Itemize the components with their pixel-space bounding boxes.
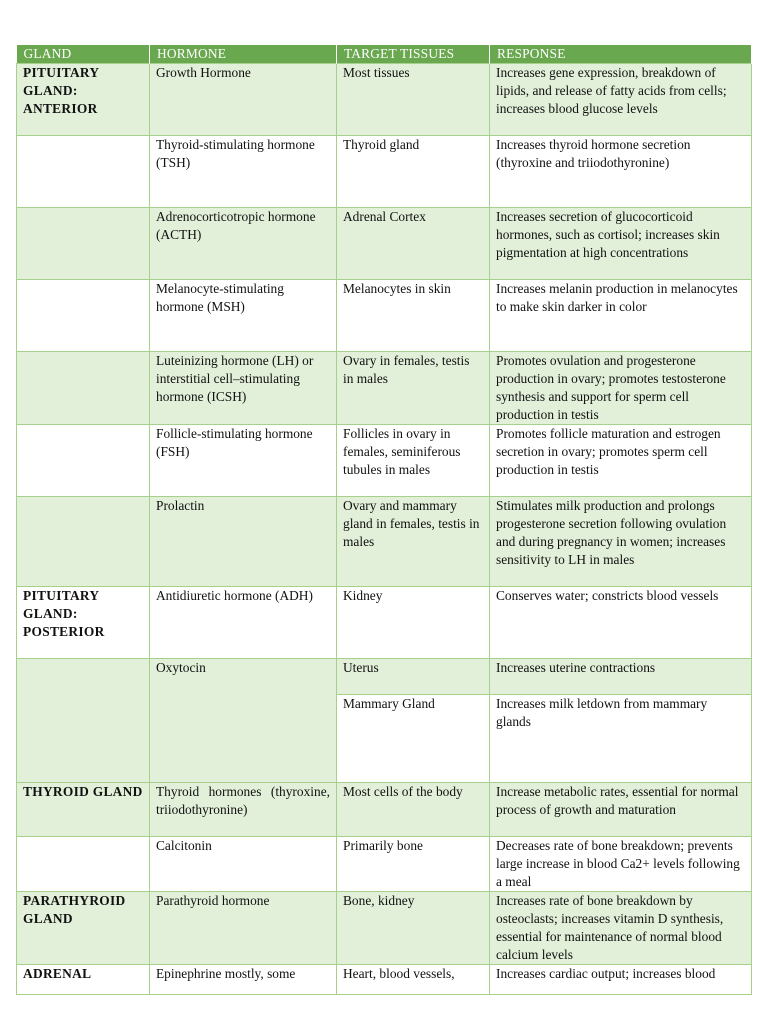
hormone-cell: Follicle-stimulating hormone (FSH) bbox=[150, 425, 337, 497]
table-row bbox=[17, 659, 752, 695]
table-row bbox=[17, 64, 752, 136]
response-cell: Increases thyroid hormone secretion (thyroxine and triiodothyronine) bbox=[490, 136, 752, 208]
response-cell: Promotes ovulation and progesterone production in ovary; promotes testosterone synthesis and support for sperm cell production in testis bbox=[490, 352, 752, 425]
response-cell: Increase metabolic rates, essential for normal process of growth and maturation bbox=[490, 783, 752, 837]
hormone-cell: Oxytocin bbox=[150, 659, 337, 783]
hormone-cell: Melanocyte-stimulating hormone (MSH) bbox=[150, 280, 337, 352]
table-row bbox=[17, 208, 752, 280]
header-gland: GLAND bbox=[17, 45, 150, 64]
header-target-tissues: TARGET TISSUES bbox=[337, 45, 490, 64]
gland-cell: PITUITARY GLAND: POSTERIOR bbox=[17, 587, 150, 659]
endocrine-hormone-table bbox=[16, 45, 752, 995]
hormone-cell: Adrenocorticotropic hormone (ACTH) bbox=[150, 208, 337, 280]
gland-cell bbox=[17, 352, 150, 425]
response-cell: Increases rate of bone breakdown by osteoclasts; increases vitamin D synthesis, essential for maintenance of normal blood calcium levels bbox=[490, 892, 752, 965]
hormone-cell: Parathyroid hormone bbox=[150, 892, 337, 965]
header-response: RESPONSE bbox=[490, 45, 752, 64]
gland-cell bbox=[17, 659, 150, 783]
hormone-cell: Prolactin bbox=[150, 497, 337, 587]
response-cell: Decreases rate of bone breakdown; prevents large increase in blood Ca2+ levels following a meal bbox=[490, 837, 752, 892]
target-cell: Uterus bbox=[337, 659, 490, 695]
gland-cell bbox=[17, 280, 150, 352]
table-row bbox=[17, 783, 752, 837]
response-cell: Conserves water; constricts blood vessels bbox=[490, 587, 752, 659]
target-cell: Ovary and mammary gland in females, testis in males bbox=[337, 497, 490, 587]
target-cell: Melanocytes in skin bbox=[337, 280, 490, 352]
table-row bbox=[17, 965, 752, 995]
gland-cell: ADRENAL bbox=[17, 965, 150, 995]
table-row bbox=[17, 425, 752, 497]
hormone-cell: Thyroid hormones (thyroxine, triiodothyronine) bbox=[150, 783, 337, 837]
response-cell: Increases melanin production in melanocytes to make skin darker in color bbox=[490, 280, 752, 352]
table-row bbox=[17, 280, 752, 352]
table-header-row bbox=[17, 45, 752, 64]
target-cell: Adrenal Cortex bbox=[337, 208, 490, 280]
hormone-cell: Antidiuretic hormone (ADH) bbox=[150, 587, 337, 659]
target-cell: Primarily bone bbox=[337, 837, 490, 892]
hormone-cell: Epinephrine mostly, some bbox=[150, 965, 337, 995]
response-cell: Increases milk letdown from mammary glands bbox=[490, 695, 752, 783]
response-cell: Promotes follicle maturation and estrogen secretion in ovary; promotes sperm cell production in testis bbox=[490, 425, 752, 497]
response-cell: Increases secretion of glucocorticoid hormones, such as cortisol; increases skin pigmentation at high concentrations bbox=[490, 208, 752, 280]
response-cell: Increases cardiac output; increases blood bbox=[490, 965, 752, 995]
gland-cell bbox=[17, 208, 150, 280]
hormone-cell: Growth Hormone bbox=[150, 64, 337, 136]
target-cell: Ovary in females, testis in males bbox=[337, 352, 490, 425]
target-cell: Follicles in ovary in females, seminiferous tubules in males bbox=[337, 425, 490, 497]
response-cell: Increases gene expression, breakdown of lipids, and release of fatty acids from cells; increases blood glucose levels bbox=[490, 64, 752, 136]
gland-cell bbox=[17, 837, 150, 892]
gland-cell: PITUITARY GLAND: ANTERIOR bbox=[17, 64, 150, 136]
table-row bbox=[17, 497, 752, 587]
target-cell: Kidney bbox=[337, 587, 490, 659]
hormone-cell: Luteinizing hormone (LH) or interstitial cell–stimulating hormone (ICSH) bbox=[150, 352, 337, 425]
gland-cell bbox=[17, 425, 150, 497]
gland-cell bbox=[17, 497, 150, 587]
table-row bbox=[17, 837, 752, 892]
gland-cell bbox=[17, 136, 150, 208]
target-cell: Bone, kidney bbox=[337, 892, 490, 965]
hormone-cell: Calcitonin bbox=[150, 837, 337, 892]
gland-cell: PARATHYROID GLAND bbox=[17, 892, 150, 965]
response-cell: Increases uterine contractions bbox=[490, 659, 752, 695]
target-cell: Thyroid gland bbox=[337, 136, 490, 208]
target-cell: Heart, blood vessels, bbox=[337, 965, 490, 995]
table-row bbox=[17, 892, 752, 965]
header-hormone: HORMONE bbox=[150, 45, 337, 64]
target-cell: Most tissues bbox=[337, 64, 490, 136]
target-cell: Mammary Gland bbox=[337, 695, 490, 783]
table-row bbox=[17, 587, 752, 659]
table-row bbox=[17, 352, 752, 425]
hormone-cell: Thyroid-stimulating hormone (TSH) bbox=[150, 136, 337, 208]
table-row bbox=[17, 136, 752, 208]
target-cell: Most cells of the body bbox=[337, 783, 490, 837]
gland-cell: THYROID GLAND bbox=[17, 783, 150, 837]
response-cell: Stimulates milk production and prolongs progesterone secretion following ovulation and during pregnancy in women; increases sensitivity to LH in males bbox=[490, 497, 752, 587]
